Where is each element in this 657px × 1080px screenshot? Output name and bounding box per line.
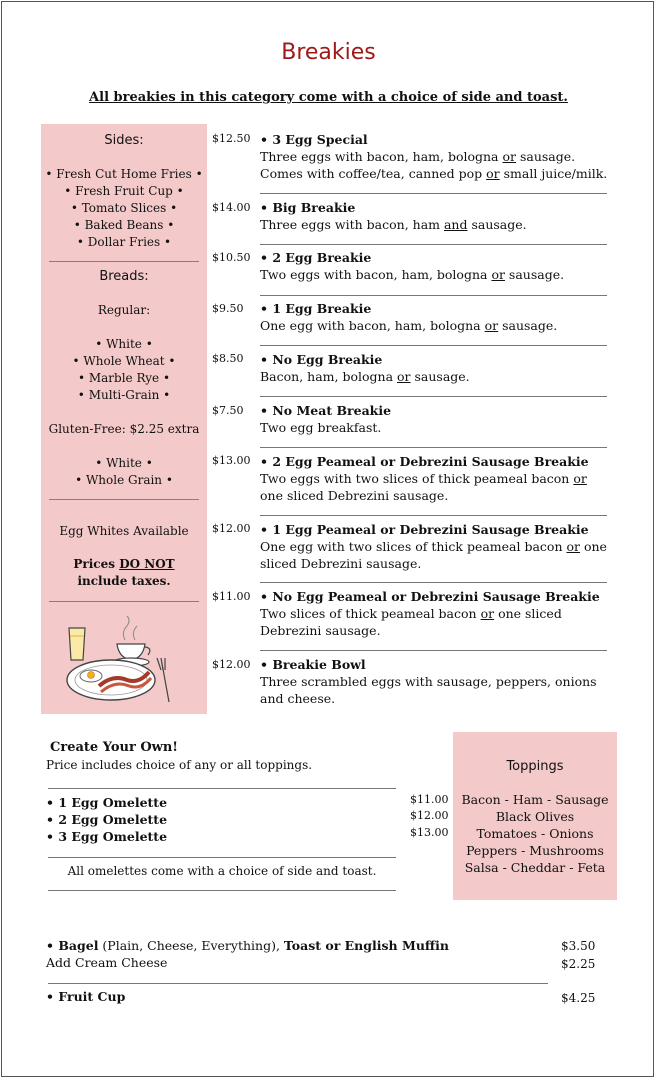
menu-item <box>260 521 610 572</box>
section-divider <box>48 788 396 789</box>
item-price: $9.50 <box>212 302 244 315</box>
item-price: $8.50 <box>212 352 244 365</box>
item-name: • No Meat Breakie <box>260 403 392 418</box>
item-name: • No Egg Breakie <box>260 352 383 367</box>
item-name: • 2 Egg Breakie <box>260 250 372 265</box>
item-description: One egg with two slices of thick peameal bacon or one sliced Debrezini sausage. <box>260 539 607 571</box>
menu-item <box>260 249 610 283</box>
omelette-price: $13.00 <box>410 826 449 839</box>
menu-item <box>260 453 610 504</box>
menu-item <box>260 402 610 436</box>
item-description: Two eggs with bacon, ham, bologna or sausage. <box>260 267 565 282</box>
item-divider <box>260 345 607 346</box>
create-your-own-title: Create Your Own! <box>50 740 179 755</box>
sides-list <box>41 166 207 251</box>
item-description: One egg with bacon, ham, bologna or sausage. <box>260 318 558 333</box>
item-name: • 1 Egg Peameal or Debrezini Sausage Breakie <box>260 522 589 537</box>
item-price: $10.50 <box>212 251 251 264</box>
item-name: • Big Breakie <box>260 200 356 215</box>
section-divider <box>48 857 396 858</box>
topping-line: Black Olives <box>495 809 575 824</box>
item-divider <box>260 582 607 583</box>
item-divider <box>260 295 607 296</box>
topping-line: Peppers - Mushrooms <box>466 843 604 858</box>
bread-item: • Marble Rye • <box>77 371 171 385</box>
item-price: $12.50 <box>212 132 251 145</box>
sides-heading: Sides: <box>104 133 144 148</box>
sidebar-divider <box>49 499 199 500</box>
item-name: • 2 Egg Peameal or Debrezini Sausage Breakie <box>260 454 589 469</box>
side-item: • Tomato Slices • <box>70 201 178 215</box>
bread-item: • White • <box>95 456 153 470</box>
bread-item: • White • <box>95 337 153 351</box>
sidebar-divider <box>49 261 199 262</box>
omelette-note: All omelettes come with a choice of side and toast. <box>67 864 377 878</box>
omelette-price: $12.00 <box>410 809 449 822</box>
omelette-item: • 2 Egg Omelette <box>46 812 168 827</box>
fruit-cup-price: $4.25 <box>561 991 596 1005</box>
item-description: Two slices of thick peameal bacon or one sliced Debrezini sausage. <box>260 606 562 638</box>
menu-item <box>260 656 610 707</box>
item-name: • 3 Egg Special <box>260 132 368 147</box>
side-item: • Baked Beans • <box>73 218 175 232</box>
item-name: • Breakie Bowl <box>260 657 366 672</box>
item-divider <box>260 193 607 194</box>
toppings-panel <box>453 732 617 900</box>
item-price: $14.00 <box>212 201 251 214</box>
bread-item: • Whole Wheat • <box>72 354 176 368</box>
item-description: Three scrambled eggs with sausage, peppers, onions and cheese. <box>260 674 597 706</box>
item-name: • 1 Egg Breakie <box>260 301 372 316</box>
item-price: $11.00 <box>212 590 251 603</box>
breakfast-illustration <box>65 614 177 707</box>
regular-breads-list <box>41 336 207 404</box>
menu-item <box>260 300 610 334</box>
side-item: • Fresh Fruit Cup • <box>64 184 184 198</box>
bagel-price: $3.50 <box>561 939 596 953</box>
side-item: • Fresh Cut Home Fries • <box>45 167 203 181</box>
menu-item <box>260 199 610 233</box>
omelette-price: $11.00 <box>410 793 449 806</box>
omelette-item: • 3 Egg Omelette <box>46 829 168 844</box>
section-divider <box>48 983 548 984</box>
egg-whites-note: Egg Whites Available <box>59 524 189 538</box>
bread-item: • Multi-Grain • <box>77 388 171 402</box>
menu-item <box>260 351 610 385</box>
fruit-cup-item: • Fruit Cup <box>46 989 126 1004</box>
item-divider <box>260 244 607 245</box>
item-description: Three eggs with bacon, ham, bologna or sausage. Comes with coffee/tea, canned pop or small juice/milk. <box>260 149 608 181</box>
section-divider <box>48 890 396 891</box>
topping-line: Tomatoes - Onions <box>476 826 594 841</box>
bread-item: • Whole Grain • <box>75 473 173 487</box>
item-price: $12.00 <box>212 658 251 671</box>
sides-breads-panel <box>41 124 207 714</box>
toppings-heading: Toppings <box>506 759 564 774</box>
breads-heading: Breads: <box>99 269 149 284</box>
item-price: $13.00 <box>212 454 251 467</box>
sidebar-divider <box>49 601 199 602</box>
page-title: Breakies <box>281 40 376 65</box>
item-name: • No Egg Peameal or Debrezini Sausage Breakie <box>260 589 600 604</box>
item-description: Three eggs with bacon, ham and sausage. <box>260 217 527 232</box>
topping-line: Salsa - Cheddar - Feta <box>464 860 606 875</box>
item-price: $7.50 <box>212 404 244 417</box>
omelette-item: • 1 Egg Omelette <box>46 795 168 810</box>
toppings-list <box>453 791 617 876</box>
category-note: All breakies in this category come with a choice of side and toast. <box>89 90 568 105</box>
item-description: Two eggs with two slices of thick peameal bacon or one sliced Debrezini sausage. <box>260 471 587 503</box>
item-divider <box>260 447 607 448</box>
side-item: • Dollar Fries • <box>76 235 172 249</box>
item-description: Bacon, ham, bologna or sausage. <box>260 369 470 384</box>
item-divider <box>260 515 607 516</box>
menu-item <box>260 588 610 639</box>
bagel-item: • Bagel (Plain, Cheese, Everything), Toast or English Muffin <box>46 938 450 953</box>
gluten-free-label: Gluten-Free: $2.25 extra <box>48 422 200 436</box>
tax-note: Prices DO NOT include taxes. <box>73 557 175 588</box>
cream-cheese-price: $2.25 <box>561 957 596 971</box>
item-price: $12.00 <box>212 522 251 535</box>
item-description: Two egg breakfast. <box>260 420 382 435</box>
regular-label: Regular: <box>97 303 151 317</box>
gluten-free-breads-list <box>41 455 207 489</box>
create-your-own-subtitle: Price includes choice of any or all toppings. <box>46 758 313 772</box>
item-divider <box>260 396 607 397</box>
cream-cheese-item: Add Cream Cheese <box>46 955 168 970</box>
topping-line: Bacon - Ham - Sausage <box>461 792 609 807</box>
item-divider <box>260 650 607 651</box>
menu-item <box>260 131 610 182</box>
